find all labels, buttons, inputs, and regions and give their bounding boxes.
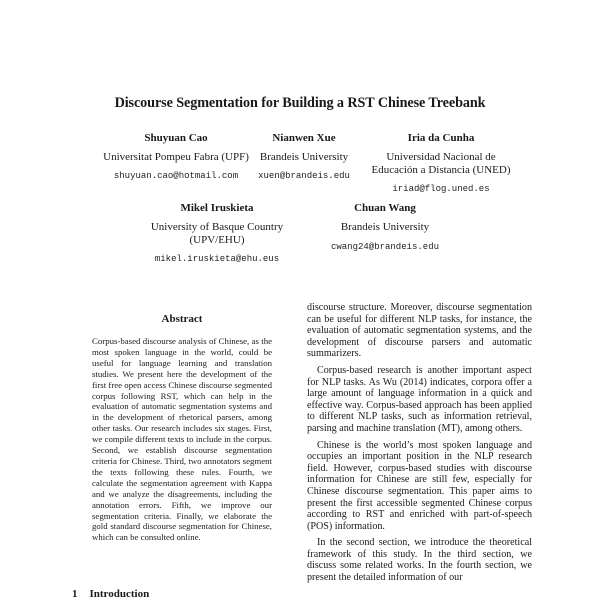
author-email: mikel.iruskieta@ehu.eus xyxy=(154,254,280,264)
section-number: 1 xyxy=(72,588,78,600)
author-affiliation: Universitat Pompeu Fabra (UPF) xyxy=(103,151,249,163)
author-name: Chuan Wang xyxy=(354,202,416,214)
author-block-5 xyxy=(331,202,439,254)
author-name: Mikel Iruskieta xyxy=(180,202,254,214)
author-affiliation: Brandeis University xyxy=(340,221,430,233)
author-block-2 xyxy=(258,132,350,183)
paragraph: Chinese is the world’s most spoken language and occupies an important position in the NLP research field. However, corpus-based studies with discourse information for Chinese are still few, especially for Chinese discourse segmentation. This paper aims to present the first accessible segmented Chinese corpus according to RST and enriched with part-of-speech (POS) information. xyxy=(307,439,532,532)
author-email: cwang24@brandeis.edu xyxy=(330,242,440,252)
author-block-1 xyxy=(103,132,249,183)
author-email: xuen@brandeis.edu xyxy=(258,171,350,181)
paragraph: In the second section, we introduce the theoretical framework of this study. In the third section, we discuss some related works. In the fourth section, we present the detailed information of our xyxy=(307,537,532,584)
author-email: shuyuan.cao@hotmail.com xyxy=(113,171,239,181)
abstract-heading: Abstract xyxy=(161,313,203,325)
paragraph: Corpus-based research is another important aspect for NLP tasks. As Wu (2014) indicates, corpora offer a large amount of language information in a quick and effective way. Corpus-based approach has been applied to different NLP tasks, such as information retrieval, parsing and machine translation (MT), among others. xyxy=(307,364,532,434)
paragraph: discourse structure. Moreover, discourse segmentation can be useful for different NLP tasks, for instance, the evaluation of automatic segmentation systems, and the development of discourse parsers and automatic summarizers. xyxy=(307,302,532,360)
abstract-text: Corpus-based discourse analysis of Chinese, as the most spoken language in the world, could be useful for language learning and translation studies. We present here the development of the first free open access Chinese discourse segmented corpus following RST, which can help in the evaluation of automatic segmentation systems and in the development of rhetorical parsers, among other tasks. Our research includes six stages. First, we compile different texts to include in the corpus. Second, we establish discourse segmentation criteria for Chinese. Third, two annotators segment the texts following these rules. Fourth, we calculate the segmentation agreement with Kappa and we analyze the disagreements, including the annotation errors. Fifth, we improve our segmentation criteria. Finally, we elaborate the gold standard discourse segmentation for Chinese, which can be consulted online. xyxy=(92,336,272,543)
author-block-3 xyxy=(372,132,511,196)
author-affiliation: University of Basque Country xyxy=(150,221,284,233)
author-name: Nianwen Xue xyxy=(272,132,336,144)
section-title: Introduction xyxy=(89,588,150,600)
author-block-4 xyxy=(151,202,283,266)
author-name: Shuyuan Cao xyxy=(144,132,208,144)
author-affiliation: (UPV/EHU) xyxy=(189,234,245,246)
right-column xyxy=(307,302,532,589)
author-affiliation: Brandeis University xyxy=(259,151,349,163)
section-heading xyxy=(72,588,149,600)
author-email: iriad@flog.uned.es xyxy=(392,184,490,194)
paper-title: Discourse Segmentation for Building a RST Chinese Treebank xyxy=(114,95,486,111)
author-affiliation: Universidad Nacional de xyxy=(386,151,496,163)
author-name: Iria da Cunha xyxy=(407,132,475,144)
author-affiliation: Educación a Distancia (UNED) xyxy=(371,164,511,176)
